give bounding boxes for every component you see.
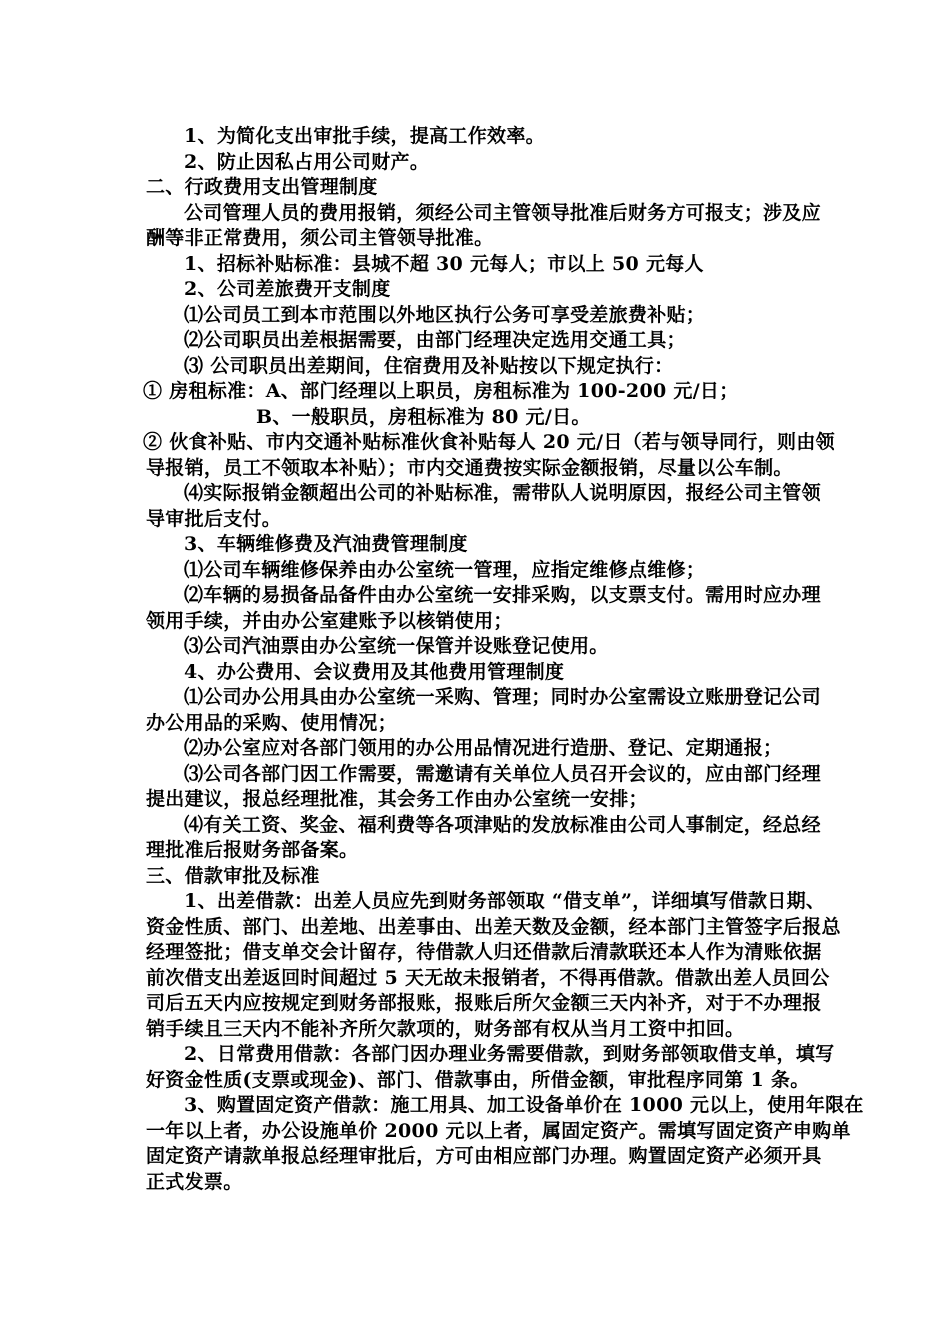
paragraph-line: ⑷实际报销金额超出公司的补贴标准，需带队人说明原因，报经公司主管领 bbox=[184, 482, 821, 504]
paragraph-line: ⑷有关工资、奖金、福利费等各项津贴的发放标准由公司人事制定，经总经 bbox=[184, 813, 821, 836]
paragraph-line: ⑴公司办公用具由办公室统一采购、管理；同时办公室需设立账册登记公司 bbox=[184, 686, 821, 708]
paragraph-line: 1、为简化支出审批手续，提高工作效率。 bbox=[184, 125, 545, 147]
paragraph-line: 固定资产请款单报总经理审批后，方可由相应部门办理。购置固定资产必须开具 bbox=[146, 1145, 822, 1167]
paragraph-line: 导审批后支付。 bbox=[146, 507, 282, 530]
paragraph-line: 办公用品的采购、使用情况； bbox=[146, 711, 397, 734]
paragraph-line: 酬等非正常费用，须公司主管领导批准。 bbox=[146, 227, 494, 249]
paragraph-line: 提出建议，报总经理批准，其会务工作由办公室统一安排； bbox=[146, 788, 648, 810]
document-body bbox=[143, 124, 864, 1195]
paragraph-line: 公司管理人员的费用报销，须经公司主管领导批准后财务方可报支；涉及应 bbox=[184, 201, 821, 224]
paragraph-line: 销手续且三天内不能补齐所欠款项的，财务部有权从当月工资中扣回。 bbox=[146, 1017, 745, 1040]
paragraph-line: 司后五天内应按规定到财务部报账，报账后所欠金额三天内补齐，对于不办理报 bbox=[146, 992, 822, 1014]
paragraph-line: 导报销，员工不领取本补贴）；市内交通费按实际金额报销，尽量以公车制。 bbox=[146, 456, 793, 479]
paragraph-line: 领用手续，并由办公室建账予以核销使用； bbox=[146, 609, 513, 632]
paragraph-line: ⑴公司员工到本市范围以外地区执行公务可享受差旅费补贴； bbox=[184, 303, 706, 326]
paragraph-line: ① 房租标准：A、部门经理以上职员，房租标准为 100-200 元/日； bbox=[143, 380, 739, 402]
paragraph-line: 前次借支出差返回时间超过 5 天无故未报销者，不得再借款。借款出差人员回公 bbox=[146, 966, 830, 989]
paragraph-line: 理批准后报财务部备案。 bbox=[146, 839, 359, 861]
paragraph-line: ② 伙食补贴、市内交通补贴标准伙食补贴每人 20 元/日（若与领导同行，则由领 bbox=[143, 431, 835, 453]
paragraph-line: 一年以上者，办公设施单价 2000 元以上者，属固定资产。需填写固定资产申购单 bbox=[146, 1119, 851, 1142]
paragraph-line: 正式发票。 bbox=[146, 1170, 243, 1193]
section-heading: 二、行政费用支出管理制度 bbox=[146, 176, 378, 198]
paragraph-line: 经理签批；借支单交会计留存，待借款人归还借款后清款联还本人作为清账依据 bbox=[146, 941, 822, 963]
paragraph-line: ⑵公司职员出差根据需要，由部门经理决定选用交通工具； bbox=[184, 329, 686, 351]
paragraph-line: 资金性质、部门、出差地、出差事由、出差天数及金额，经本部门主管签字后报总 bbox=[146, 915, 841, 938]
section-heading: 三、借款审批及标准 bbox=[146, 864, 320, 887]
paragraph-line: 3、购置固定资产借款：施工用具、加工设备单价在 1000 元以上，使用年限在 bbox=[184, 1094, 864, 1116]
subsection-heading: 3、车辆维修费及汽油费管理制度 bbox=[184, 533, 468, 555]
paragraph-line: ⑴公司车辆维修保养由办公室统一管理，应指定维修点维修； bbox=[184, 558, 706, 581]
paragraph-line: ⑶ 公司职员出差期间，住宿费用及补贴按以下规定执行： bbox=[184, 354, 674, 377]
paragraph-line: 1、招标补贴标准：县城不超 30 元每人；市以上 50 元每人 bbox=[184, 252, 704, 275]
paragraph-line: ⑵办公室应对各部门领用的办公用品情况进行造册、登记、定期通报； bbox=[184, 737, 783, 759]
subsection-heading: 4、办公费用、会议费用及其他费用管理制度 bbox=[184, 660, 565, 683]
paragraph-line: ⑶公司汽油票由办公室统一保管并设账登记使用。 bbox=[184, 635, 609, 657]
paragraph-line: ⑶公司各部门因工作需要，需邀请有关单位人员召开会议的，应由部门经理 bbox=[184, 762, 821, 785]
paragraph-line: 2、防止因私占用公司财产。 bbox=[184, 150, 430, 173]
paragraph-line: 好资金性质(支票或现金)、部门、借款事由，所借金额，审批程序同第 1 条。 bbox=[146, 1068, 810, 1091]
paragraph-line: 1、出差借款：出差人员应先到财务部领取 “借支单”，详细填写借款日期、 bbox=[184, 890, 826, 912]
paragraph-line: 2、日常费用借款：各部门因办理业务需要借款，到财务部领取借支单，填写 bbox=[184, 1043, 835, 1065]
paragraph-line: B、一般职员，房租标准为 80 元/日。 bbox=[256, 405, 591, 428]
subsection-heading: 2、公司差旅费开支制度 bbox=[184, 278, 391, 300]
paragraph-line: ⑵车辆的易损备品备件由办公室统一安排采购，以支票支付。需用时应办理 bbox=[184, 584, 821, 606]
